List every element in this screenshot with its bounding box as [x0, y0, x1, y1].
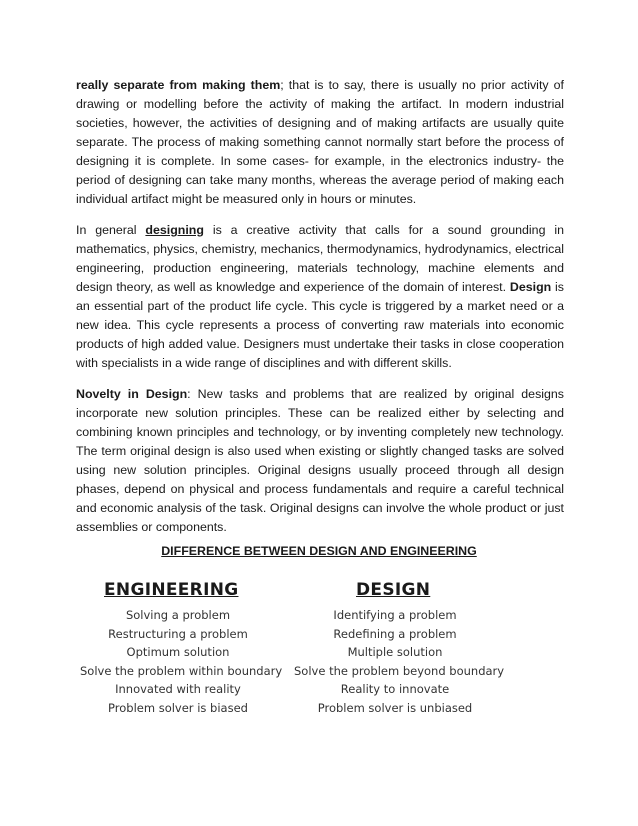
design-item: Redefining a problem [333, 626, 457, 641]
design-item: Solve the problem beyond boundary [294, 663, 505, 678]
paragraph-1-lead: really separate from making them [76, 78, 281, 92]
design-column [294, 606, 505, 717]
comparison-heading: DIFFERENCE BETWEEN DESIGN AND ENGINEERING [161, 544, 477, 558]
paragraph-2-text-b: is a creative activity that calls for a sound grounding in mathematics, physics, chemistry, mechanics, thermodynamics, hydrodynamics, electrical engineering, production engineering, materials technology, machine elements and design theory, as well as knowledge and experience of the domain of interest. [76, 223, 564, 294]
engineering-column-title: ENGINEERING [104, 580, 239, 600]
engineering-item: Solving a problem [125, 608, 231, 622]
engineering-item: Innovated with reality [115, 682, 241, 696]
design-item: Problem solver is unbiased [317, 700, 473, 715]
engineering-item: Optimum solution [126, 645, 230, 659]
paragraph-1-text: ; that is to say, there is usually no prior activity of drawing or modelling before the activity of making the artifact. In modern industrial societies, however, the activities of designing and of making artifacts are usually quite separate. The process of making something cannot normally start before the process of designing it is complete. In some cases- for example, in the electronics industry- the period of designing can take many months, whereas the average period of making each individual artifact might be measured only in hours or minutes. [76, 78, 565, 206]
engineering-item: Problem solver is biased [108, 700, 248, 715]
paragraph-2-term-designing: designing [145, 223, 204, 237]
engineering-item: Restructuring a problem [108, 626, 248, 641]
design-item: Reality to innovate [340, 682, 450, 696]
paragraph-3-text: : New tasks and problems that are realized by original designs incorporate new solution principles. These can be realized either by selecting and combining known principles and technology, or by inventing completely new technology. The term original design is also used when existing or slightly changed tasks are solved using new solution principles. Original designs usually proceed through all design phases, depend on physical and process fundamentals and require a careful technical and economic analysis of the task. Original designs can involve the whole product or just assemblies or components. [76, 387, 564, 534]
design-item: Identifying a problem [333, 608, 457, 622]
paragraph-2-term-design: Design [509, 280, 552, 294]
paragraph-3 [76, 385, 564, 537]
design-column-title: DESIGN [356, 580, 431, 600]
paragraph-3-term: Novelty in Design [76, 387, 188, 401]
paragraph-1 [76, 76, 564, 209]
design-item: Multiple solution [347, 645, 443, 659]
body-text [76, 76, 564, 549]
paragraph-2 [76, 221, 564, 373]
engineering-item: Solve the problem within boundary [80, 663, 283, 678]
engineering-column [80, 606, 283, 717]
paragraph-2-text-a: In general [76, 223, 146, 237]
paragraph-2-text-c: is an essential part of the product life cycle. This cycle is triggered by a market need or a new idea. This cycle represents a process of converting raw materials into economic products of high added value. Designers must undertake their tasks in close cooperation with specialists in a wide range of disciplines and with different skills. [76, 280, 564, 370]
